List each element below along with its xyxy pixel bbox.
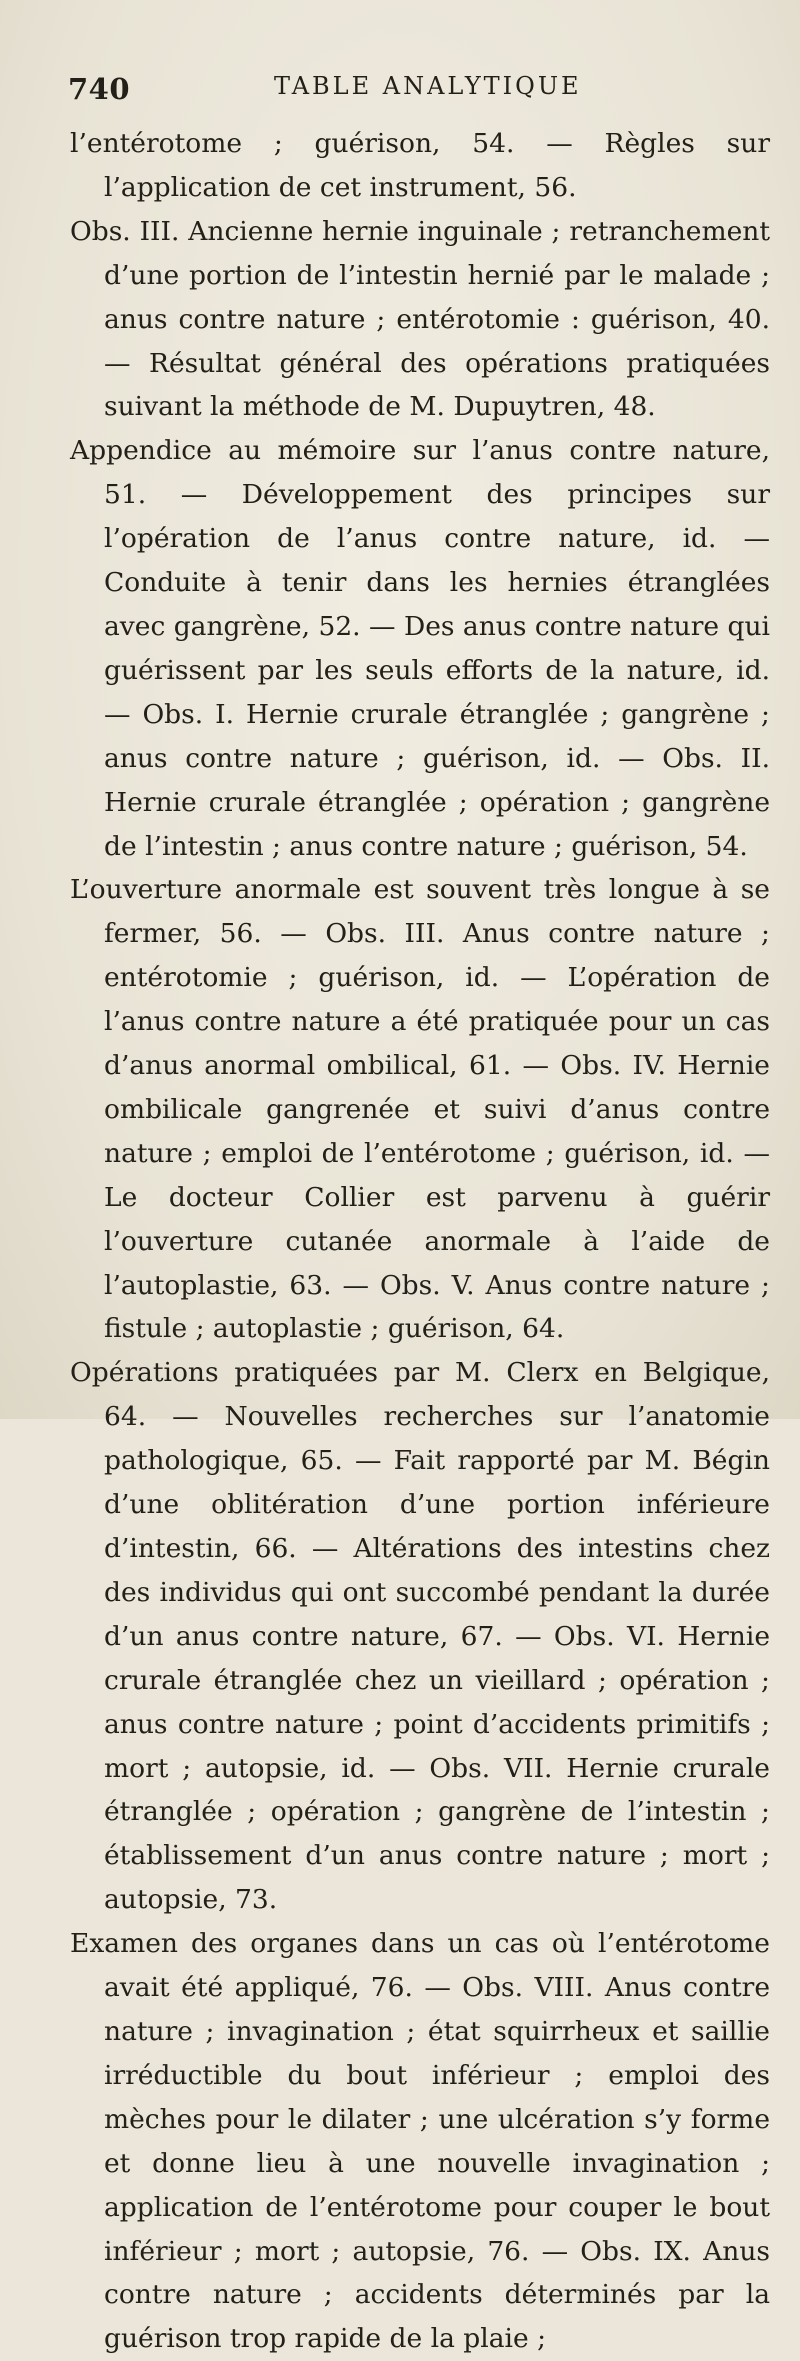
index-entry: Examen des organes dans un cas où l’entérotome avait été appliqué, 76. — Obs. VIII. Anus contre nature ; invagination ; état squirrheux et saillie irréductible du bout inférieur ; emploi des mèches pour le dilater ; une ulcération s’y forme et donne lieu à une nouvelle invagination ; application de l’entérotome pour couper le bout inférieur ; mort ; autopsie, 76. — Obs. IX. Anus contre nature ; accidents déterminés par la guérison trop rapide de la plaie ; bbox=[70, 1928, 770, 2355]
index-entry: Appendice au mémoire sur l’anus contre nature, 51. — Développement des principes sur l’opération de l’anus contre nature, id. — Conduite à tenir dans les hernies étranglées avec gangrène, 52. — Des anus contre nature qui guérissent par les seuls efforts de la nature, id. — Obs. I. Hernie crurale étranglée ; gangrène ; anus contre nature ; guérison, id. — Obs. II. Hernie crurale étranglée ; opération ; gangrène de l’intestin ; anus contre nature ; guérison, 54. bbox=[70, 435, 771, 862]
index-entry: l’entérotome ; guérison, 54. — Règles sur l’application de cet instrument, 56. bbox=[70, 128, 770, 203]
running-title: TABLE ANALYTIQUE bbox=[274, 72, 582, 100]
index-entry: L’ouverture anormale est souvent très longue à se fermer, 56. — Obs. III. Anus contre nature ; entérotomie ; guérison, id. — L’opération de l’anus contre nature a été pratiquée pour un cas d’anus anormal ombilical, 61. — Obs. IV. Hernie ombilicale gangrenée et suivi d’anus contre nature ; emploi de l’entérotome ; guérison, id. — Le docteur Collier est parvenu à guérir l’ouverture cutanée anormale à l’aide de l’autoplastie, 63. — Obs. V. Anus contre nature ; fistule ; autoplastie ; guérison, 64. bbox=[70, 874, 770, 1345]
page-header bbox=[68, 72, 740, 112]
index-entry: Opérations pratiquées par M. Clerx en Belgique, 64. — Nouvelles recherches sur l’anatomie pathologique, 65. — Fait rapporté par M. Bégin d’une oblitération d’une portion inférieure d’intestin, 66. — Altérations des intestins chez des individus qui ont succombé pendant la durée d’un anus contre nature, 67. — Obs. VI. Hernie crurale étranglée chez un vieillard ; opération ; anus contre nature ; point d’accidents primitifs ; mort ; autopsie, id. — Obs. VII. Hernie crurale étranglée ; opération ; gangrène de l’intestin ; établissement d’un anus contre nature ; mort ; autopsie, 73. bbox=[70, 1357, 770, 1916]
index-entry: Obs. III. Ancienne hernie inguinale ; retranchement d’une portion de l’intestin hernié par le malade ; anus contre nature ; entérotomie : guérison, 40. — Résultat général des opérations pratiquées suivant la méthode de M. Dupuytren, 48. bbox=[70, 215, 770, 423]
page-number: 740 bbox=[68, 72, 131, 106]
index-body bbox=[70, 122, 770, 2361]
